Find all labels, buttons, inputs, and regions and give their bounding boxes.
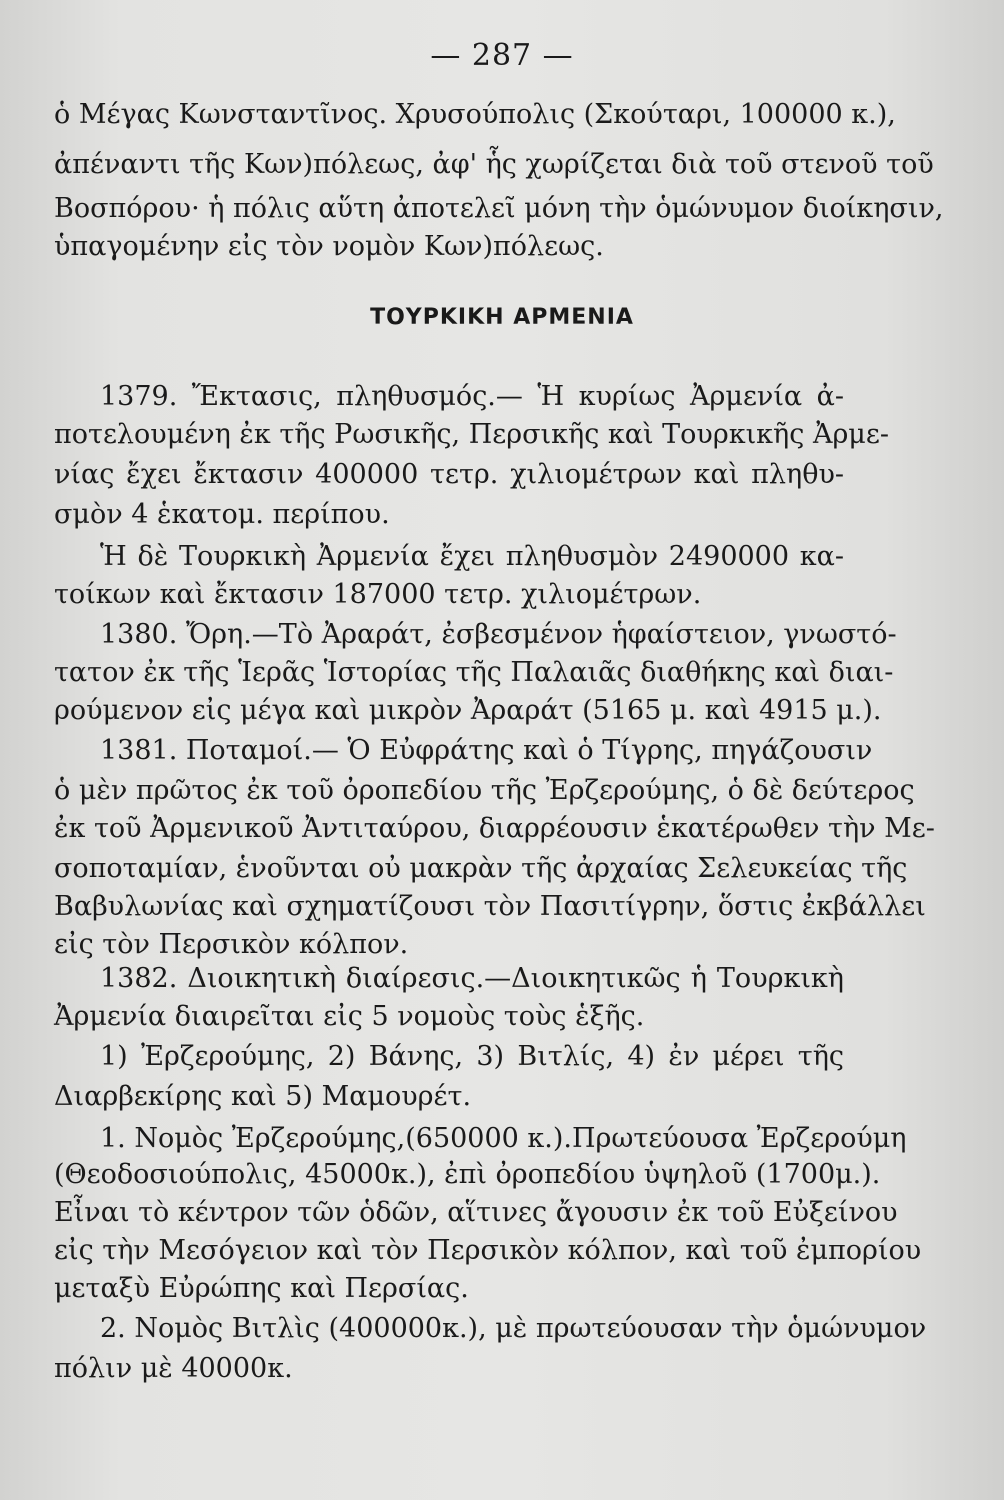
- paragraph-1381-line: 1381. Ποταμοί.— Ὁ Εὐφράτης καὶ ὁ Τίγρης, πηγάζουσιν: [100, 735, 873, 766]
- text-line: Βαβυλωνίας καὶ σχηματίζουσι τὸν Πασιτίγρην, ὅστις ἐκβάλλει: [54, 891, 926, 922]
- text-line: Εἶναι τὸ κέντρον τῶν ὁδῶν, αἵτινες ἄγουσιν ἐκ τοῦ Εὐξείνου: [54, 1197, 898, 1228]
- text-line: πόλιν μὲ 40000κ.: [54, 1353, 293, 1384]
- page-number: — 287 —: [430, 38, 574, 73]
- text-line: ἐκ τοῦ Ἀρμενικοῦ Ἀντιταύρου, διαρρέουσιν ἑκατέρωθεν τὴν Με-: [54, 813, 935, 844]
- text-line: μεταξὺ Εὐρώπης καὶ Περσίας.: [54, 1273, 469, 1304]
- paragraph-1382-line: 1382. Διοικητικὴ διαίρεσις.—Διοικητικῶς ἡ Τουρκικὴ: [100, 963, 844, 994]
- text-line: ὁ Μέγας Κωνσταντῖνος. Χρυσούπολις (Σκούταρι, 100000 κ.),: [54, 99, 896, 130]
- text-line: Διαρβεκίρης καὶ 5) Μαμουρέτ.: [54, 1081, 472, 1112]
- text-line: (Θεοδοσιούπολις, 45000κ.), ἐπὶ ὀροπεδίου ὑψηλοῦ (1700μ.).: [54, 1159, 881, 1190]
- text-line: Βοσπόρου· ἡ πόλις αὕτη ἀποτελεῖ μόνη τὴν ὁμώνυμον διοίκησιν,: [54, 193, 944, 224]
- text-line: ὁ μὲν πρῶτος ἐκ τοῦ ὀροπεδίου τῆς Ἐρζερούμης, ὁ δὲ δεύτερος: [54, 775, 915, 806]
- text-line: 1) Ἐρζερούμης, 2) Βάνης, 3) Βιτλίς, 4) ἐν μέρει τῆς: [100, 1041, 844, 1072]
- item-2-line: 2. Νομὸς Βιτλὶς (400000κ.), μὲ πρωτεύουσαν τὴν ὁμώνυμον: [100, 1313, 927, 1344]
- section-heading: ΤΟΥΡΚΙΚΗ ΑΡΜΕΝΙΑ: [370, 305, 634, 330]
- text-line: εἰς τὸν Περσικὸν κόλπον.: [54, 929, 409, 960]
- item-1-line: 1. Νομὸς Ἐρζερούμης,(650000 κ.).Πρωτεύουσα Ἐρζερούμη: [100, 1123, 907, 1154]
- text-line: σμὸν 4 ἑκατομ. περίπου.: [54, 499, 390, 530]
- text-line: ποτελουμένη ἐκ τῆς Ρωσικῆς, Περσικῆς καὶ Τουρκικῆς Ἀρμε-: [54, 419, 889, 450]
- text-line: Ἀρμενία διαιρεῖται εἰς 5 νομοὺς τοὺς ἑξῆς.: [54, 1001, 645, 1032]
- text-line: τοίκων καὶ ἔκτασιν 187000 τετρ. χιλιομέτρων.: [54, 579, 702, 610]
- text-line: ἀπέναντι τῆς Κων)πόλεως, ἀφ' ἧς χωρίζεται διὰ τοῦ στενοῦ τοῦ: [54, 149, 934, 180]
- paragraph-1379-line: 1379. Ἔκτασις, πληθυσμός.— Ἡ κυρίως Ἀρμενία ἀ-: [100, 381, 844, 412]
- text-line: ρούμενον εἰς μέγα καὶ μικρὸν Ἀραράτ (5165 μ. καὶ 4915 μ.).: [54, 695, 882, 726]
- text-line: ὑπαγομένην εἰς τὸν νομὸν Κων)πόλεως.: [54, 231, 604, 262]
- text-line: εἰς τὴν Μεσόγειον καὶ τὸν Περσικὸν κόλπον, καὶ τοῦ ἐμπορίου: [54, 1235, 922, 1266]
- text-line: τατον ἐκ τῆς Ἱερᾶς Ἱστορίας τῆς Παλαιᾶς διαθήκης καὶ διαι-: [54, 657, 894, 688]
- text-line: νίας ἔχει ἔκτασιν 400000 τετρ. χιλιομέτρων καὶ πληθυ-: [54, 459, 844, 490]
- text-line: σοποταμίαν, ἑνοῦνται οὐ μακρὰν τῆς ἀρχαίας Σελευκείας τῆς: [54, 853, 908, 884]
- text-line: Ἡ δὲ Τουρκικὴ Ἀρμενία ἔχει πληθυσμὸν 2490000 κα-: [100, 541, 844, 572]
- paragraph-1380-line: 1380. Ὄρη.—Τὸ Ἀραράτ, ἐσβεσμένον ἡφαίστειον, γνωστό-: [100, 619, 897, 650]
